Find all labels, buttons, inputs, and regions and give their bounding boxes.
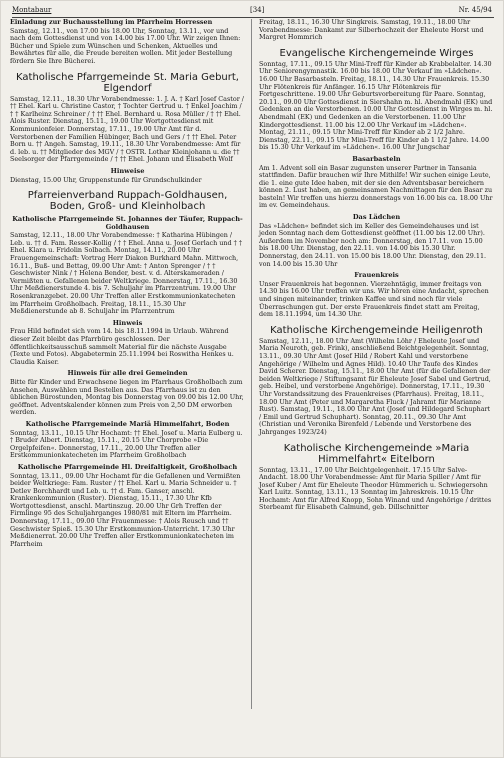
page-header — [12, 3, 494, 18]
section-title-boden: Katholische Pfarrgemeinde Mariä Himmelfahrt, Boden — [25, 419, 230, 428]
section-title-heiligenroth: Katholische Kirchengemeinde Heiligenroth — [270, 324, 483, 336]
intro-title: Einladung zur Buchausstellung im Pfarrheim Horressen — [10, 18, 213, 26]
right-column — [259, 19, 494, 514]
section-title-eitelborn: Katholische Kirchengemeinde »Maria Himmelfahrt« Eitelborn — [283, 442, 470, 465]
section-title-grossholbach: Katholische Pfarrgemeinde Hl. Dreifaltigkeit, Großholbach — [17, 462, 238, 471]
hinweis-alle-title: Hinweis für alle drei Gemeinden — [67, 369, 188, 378]
section-title-ev-wirges: Evangelische Kirchengemeinde Wirges — [279, 47, 474, 59]
laedchen-text: Das »Lädchen« befindet sich im Keller des Gemeindehauses und ist jeden Sonntag nach dem Gottesdienst geöffnet (11.00 bis 12.00 Uhr). Außerdem im November noch am: Donnerstag, den 17.11. von 15.00 bis 18.00 Uhr. Dienstag, den 22.11. von 14.00 bis 15.30 Uhr. Donnerstag, den 24.11. von 15.00 bis 18.00 Uhr. Dienstag, den 29.11. von 14.00 bis 15.30 Uhr — [259, 221, 487, 268]
section-text-elgendorf: Samstag, 12.11., 18.30 Uhr Vorabendmesse: 1. J. A. † Karl Josef Castor / †† Ehel. Karl u. Christine Castor, † Tochter Gertrud u. † Enkel Joachim / † † Karlheinz Schreiner / † †† Ehel. Bernhard u. Rosa Müller / † †† Ehel. Alois Ruster. Dienstag, 15.11., 19.00 Uhr Wortgottesdienst mit Kommunionfeier. Donnerstag, 17.11., 19.00 Uhr Amt für d. Verstorbenen der Familien Hübinger, Bach und Gers / † †† Ehel. Peter Born u. †† Angeh. Samstag, 19.11., 18.30 Uhr Vorabendmesse: Amt für d. leb. u. †† Mitglieder des MGV / † OSTR. Lothar Kleinjohann u. die †† Seelsorger der Pfarrgemeinde / † †† Ehel. Johann und Elisabeth Wolf — [10, 94, 244, 164]
section-text-grossholbach: Sonntag, 13.11., 09.00 Uhr Hochamt für die Gefallenen und Vermißten beider Weltkriege: Fam. Ruster / †† Ehel. Karl u. Maria Schneider u. † Detlev Borchhardt und Leb. u. †† d. Fam. Ganser, anschl. Krankenkommunion (Ruster). Dienstag, 15.11., 17.30 Uhr Kfb Wortgottesdienst, anschl. Martinszug. 20.00 Uhr Grh Treffen der Firmlinge 95 des Schuljahrganges 1980/81 mit Eltern im Pfarrheim. Donnerstag, 17.11., 09.00 Uhr Frauenmesse: † Alois Reusch und †† Geschwister Spieß. 15.30 Uhr Erstkommunion-Unterricht. 17.30 Uhr Meßdienerrat. 20.00 Uhr Treffen aller Erstkommunionkatecheten im Pfarrheim — [10, 471, 241, 548]
section-subtitle-ruppach: Katholische Pfarrgemeinde St. Johannes der Täufer, Ruppach-Goldhausen — [12, 215, 243, 231]
section-text-ev-wirges: Sonntag, 17.11., 09.15 Uhr Mini-Treff für Kinder ab Krabbelalter. 14.30 Uhr Seniorengymnastik. 16.00 bis 18.00 Uhr Verkauf im »Lädchen«. 16.00 Uhr Basarbasteln. Freitag, 18.11., 14.30 Uhr Frauenkreis. 15.30 Uhr Flötenkreis für Anfänger. 16.15 Uhr Flötenkreis für Fortgeschrittene. 19.00 Uhr Geburtsvorbereitung für Paare. Sonntag, 20.11., 09.00 Uhr Gottesdienst in Siershahn m. hl. Abendmahl (EK) und Gedenken an die Verstorbenen. 10.00 Uhr Gottesdienst in Wirges m. hl. Abendmahl (EK) und Gedenken an die Verstorbenen. 11.00 Uhr Kindergottesdienst. 11.00 bis 12.00 Uhr Verkauf im »Lädchen«. Montag, 21.11., 09.15 Uhr Mini-Treff für Kinder ab 2 1/2 Jahre. Dienstag, 22.11., 09.15 Uhr Mini-Treff für Kinder ab 1 1/2 Jahre. 14.00 bis 15.30 Uhr Verkauf im »Lädchen«. 16.00 Uhr Jungschar — [259, 59, 493, 152]
frauenkreis-title: Frauenkreis — [354, 271, 399, 280]
header-page-number: [34] — [250, 6, 265, 14]
section-text-heiligenroth: Samstag, 12.11., 18.00 Uhr Amt (Wilhelm Löhr / Eheleute Josef und Maria Neuroth, geb. Frink), anschließend Beichtgelegenheit. Sonntag, 13.11., 09.30 Uhr Amt (Josef Hild / Robert Kahl und verstorbene Angehörige / Wilhelm und Agnes Hild). 10.40 Uhr Taufe des Kindes David Scherer. Dienstag, 15.11., 18.00 Uhr Amt (für die Gefallenen der beiden Weltkriege / Stiftungsamt für Eheleute Josef Sabel und Gertrud, geb. Heibel, und verstorbene Angehörige). Donnerstag, 17.11., 19.30 Uhr Vorstandssitzung des Frauenkreises (Pfarrhaus). Freitag, 18.11., 18.00 Uhr Amt (Peter und Margaretha Fluck / Jahramt für Marianne Rust). Samstag, 19.11., 18.00 Uhr Amt (Josef und Hildegard Schuphart / Emil und Gertrud Schuphart). Sonntag, 20.11., 09.30 Uhr Amt (Christian und Veronika Birenfeld / Lebende und Verstorbene des Jahrganges 1923/24) — [259, 336, 491, 436]
laedchen-title: Das Lädchen — [352, 213, 401, 222]
header-town: Montabaur — [12, 6, 52, 14]
basar-text: Am 1. Advent soll ein Basar zugunsten unserer Partner in Tansania stattfinden. Dafür brauchen wir Ihre Mithilfe! Wir suchen einige Leute, die 1. eine gute Idee haben, mit der sie den Adventsbasar bereichern können 2. Lust haben, an gemeinsamen Nachmittagen für den Basar zu basteln! Wir treffen uns hierzu donnerstags von 16.00 bis ca. 18.00 Uhr im ev. Gemeindehaus. — [259, 163, 493, 210]
column-divider — [251, 19, 252, 709]
section-text-ruppach: Samstag, 12.11., 18.00 Uhr Vorabendmesse: † Katharina Hübingen / Leb. u. †† d. Fam. Resser-Kollig / † † Ehel. Anna u. Josef Gerlach und † † Ehel. Klara u. Fridolin Solbach. Montag, 14.11., 20.00 Uhr Frauengemeinschaft: Vortrag Herr Diakon Burkhard Mahn. Mittwoch, 16.11., Buß- und Bettag, 09.00 Uhr Amt: † Anton Sprenger / † † Geschwister Nink / † Helena Bender, best. v. d. Alterskameraden / Vermißten u. Gefallenen beider Weltkriege. Donnerstag, 17.11., 16.30 Uhr Meßdienerstunde 4. bis 7. Schuljahr im Pfarrzentrum. 19.00 Uhr Rosenkranzgebet. 20.00 Uhr Treffen aller Erstkommunionkatecheten im Pfarrheim Großholbach. Freitag, 18.11., 15.30 Uhr Meßdienerstunde ab 8. Schuljahr im Pfarrzentrum — [10, 231, 243, 316]
intro-text: Samstag, 12.11., von 17.00 bis 18.00 Uhr, Sonntag, 13.11., vor und nach dem Gottesdienst und von 14.00 bis 17.00 Uhr. Wir zeigen Ihnen: Bücher und Spiele zum Wünschen und Schenken, Aktuelles und Bewährtes für alle, die Freude bereiten wollen. Mit jeder Bestellung fördern Sie Ihre Bücherei. — [10, 26, 241, 65]
hinweise-title: Hinweise — [110, 166, 145, 175]
header-issue: Nr. 45/94 — [458, 6, 492, 14]
hinweis-text: Frau Hild befindet sich vom 14. bis 18.11.1994 in Urlaub. Während dieser Zeit bleibt das Pfarrbüro geschlossen. Der öffentlichkeitsausschuß sammelt Material für die nächste Ausgabe (Texte und Fotos). Abgabetermin 25.11.1994 bei Roswitha Henkes u. Claudia Kaiser. — [10, 327, 234, 366]
hinweis-alle-text: Bitte für Kinder und Erwachsene liegen im Pfarrhaus Großholbach zum Ansehen, Auswählen und Bestellen aus. Das Pfarrhaus ist zu den üblichen Bürostunden, Montag bis Donnerstag von 09.00 bis 12.00 Uhr, geöffnet. Adventskalender können zum Preis von 2,50 DM erworben werden. — [10, 377, 244, 417]
section-text-eitelborn: Sonntag, 13.11., 17.00 Uhr Beichtgelegenheit. 17.15 Uhr Salve-Andacht. 18.00 Uhr Vorabendmesse: Amt für Maria Spiller / Amt für Josef Kuber / Amt für Eheleute Theodor Hümmerich u. Schwiegersohn Karl Luitz. Sonntag, 13.11., 13 Sonntag im Jahreskreis. 10.15 Uhr Hochamt: Amt für Alfred Knopp, Sohn Winand und Angehörige / drittes Sterbeamt für Elisabeth Calmund, geb. Dillschnitter — [259, 465, 492, 512]
hinweise-text: Dienstag, 15.00 Uhr, Gruppenstunde für Grundschulkinder — [10, 175, 202, 184]
section-title-ruppach: Pfarreienverband Ruppach-Goldhausen, Boden, Groß- und Kleinholbach — [27, 190, 228, 213]
left-column — [10, 19, 245, 550]
frauenkreis-text: Unser Frauenkreis hat begonnen. Vierzehntägig, immer freitags von 14.30 bis 16.00 Uhr treffen wir uns. Wir hören eine Andacht, sprechen und singen miteinander, trinken Kaffee und sind noch für viele Überraschungen gut. Der erste Frauenkreis findet statt am Freitag, dem 18.11.1994, um 14.30 Uhr. — [259, 279, 489, 319]
section-title-elgendorf: Katholische Pfarrgemeinde St. Maria Geburt, Elgendorf — [16, 71, 239, 94]
hinweis-title: Hinweis — [112, 318, 143, 327]
right-top-text: Freitag, 18.11., 16.30 Uhr Singkreis. Samstag, 19.11., 18.00 Uhr Vorabendmesse: Dankamt zur Silberhochzeit der Eheleute Horst und Margret Hommrich — [259, 18, 484, 42]
section-text-boden: Sonntag, 13.11., 10.15 Uhr Hochamt: †† Ehel. Josef u. Maria Eulberg u. † Bruder Albert. Dienstag, 15.11., 20.15 Uhr Chorprobe »Die Orgelpfeifen«. Donnerstag, 17.11., 20.00 Uhr Treffen aller Erstkommunionkatecheten im Pfarrheim Großholbach — [10, 428, 243, 460]
basar-title: Basarbasteln — [352, 154, 401, 163]
